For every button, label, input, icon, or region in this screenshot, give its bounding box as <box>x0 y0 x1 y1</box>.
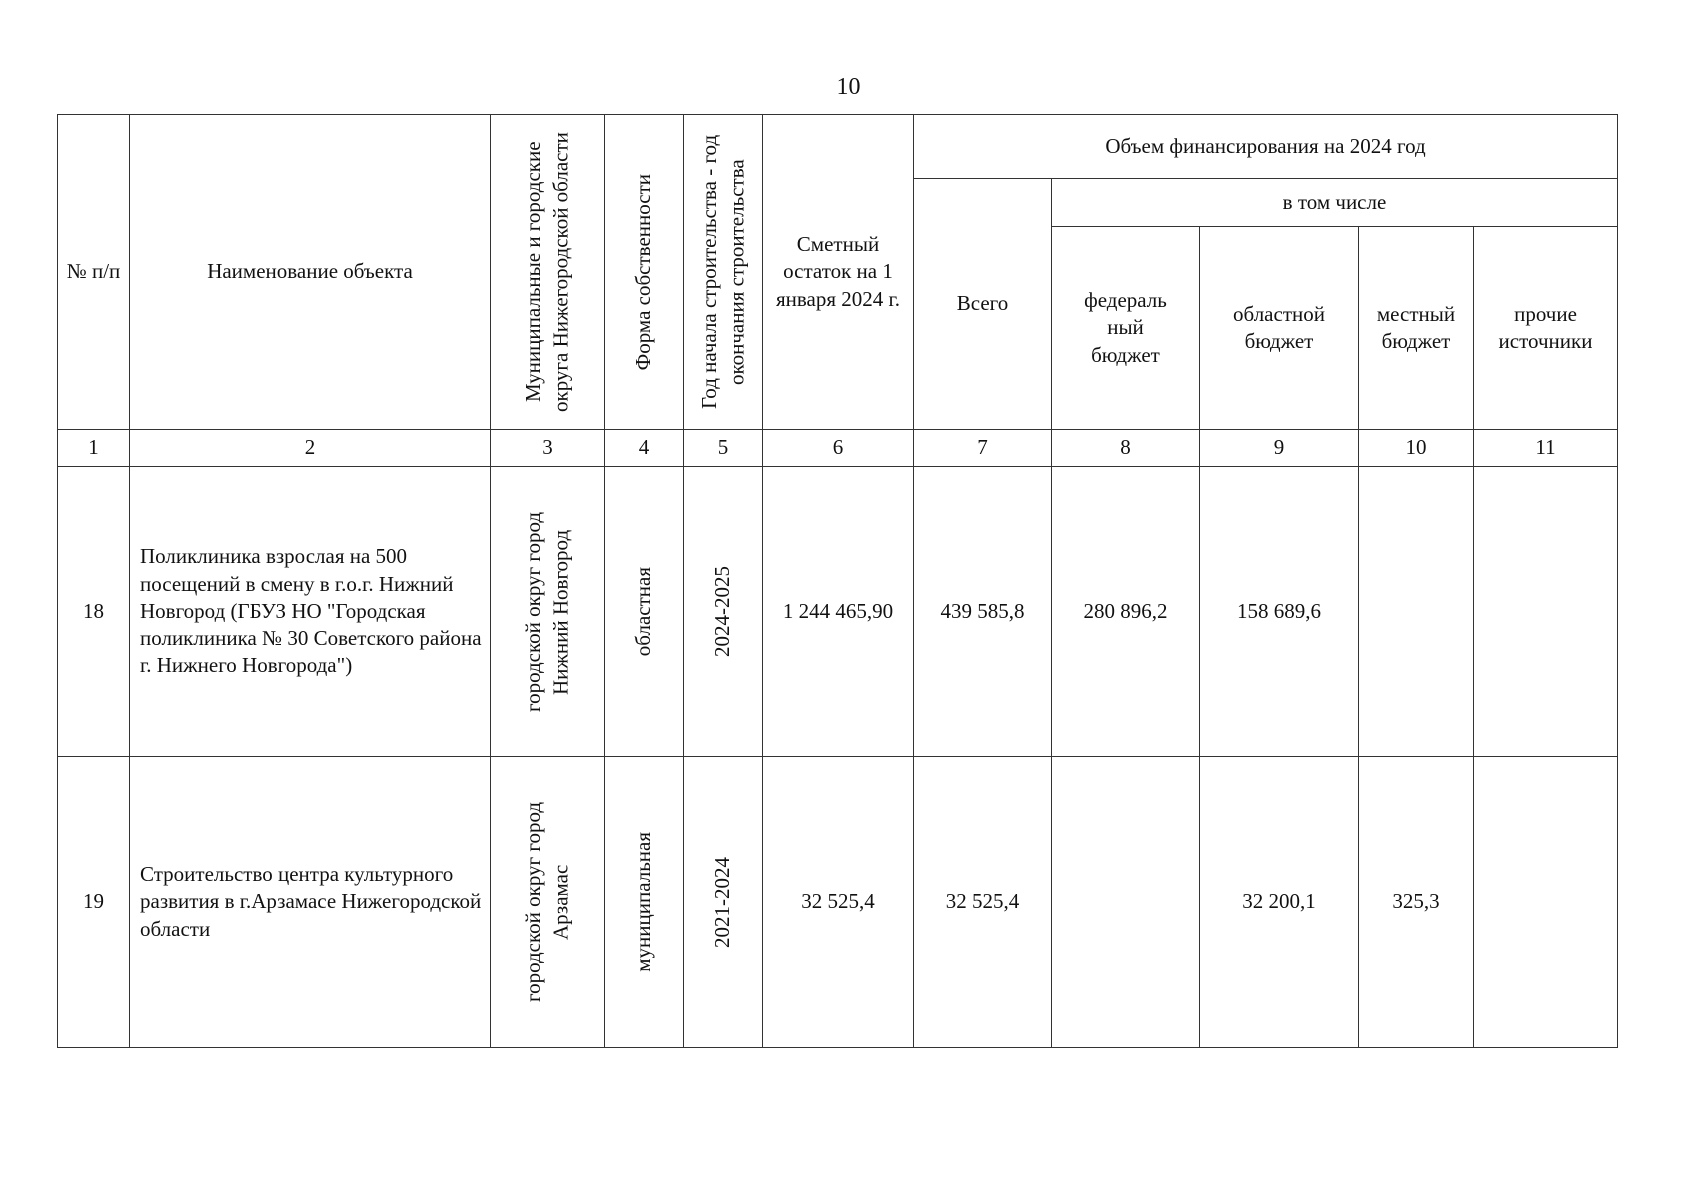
row-ownership: областная <box>605 467 684 757</box>
row-regional: 158 689,6 <box>1200 467 1359 757</box>
row-num: 18 <box>58 467 130 757</box>
header-including: в том числе <box>1052 179 1618 227</box>
header-num: № п/п <box>58 115 130 430</box>
row-local <box>1359 467 1474 757</box>
column-number: 2 <box>130 430 491 467</box>
column-number: 6 <box>763 430 914 467</box>
header-estimate: Сметный остаток на 1 января 2024 г. <box>763 115 914 430</box>
header-other: прочие источники <box>1474 227 1618 430</box>
row-estimate: 1 244 465,90 <box>763 467 914 757</box>
column-number: 8 <box>1052 430 1200 467</box>
header-regional: областной бюджет <box>1200 227 1359 430</box>
header-ownership: Форма собственности <box>605 115 684 430</box>
table-row <box>58 467 1618 757</box>
column-number: 5 <box>684 430 763 467</box>
row-num: 19 <box>58 757 130 1048</box>
row-federal: 280 896,2 <box>1052 467 1200 757</box>
row-other <box>1474 757 1618 1048</box>
row-years: 2021-2024 <box>684 757 763 1048</box>
row-federal <box>1052 757 1200 1048</box>
column-number: 9 <box>1200 430 1359 467</box>
header-name: Наименование объекта <box>130 115 491 430</box>
column-number: 4 <box>605 430 684 467</box>
header-total: Всего <box>914 179 1052 430</box>
row-local: 325,3 <box>1359 757 1474 1048</box>
row-regional: 32 200,1 <box>1200 757 1359 1048</box>
row-other <box>1474 467 1618 757</box>
header-municipality: Муниципальные и городские округа Нижегородской области <box>491 115 605 430</box>
column-number: 11 <box>1474 430 1618 467</box>
column-number-row <box>58 430 1618 467</box>
row-name: Строительство центра культурного развития в г.Арзамасе Нижегородской области <box>130 757 491 1048</box>
header-row-1 <box>58 115 1618 179</box>
header-years: Год начала строительства - год окончания строительства <box>684 115 763 430</box>
table-row <box>58 757 1618 1048</box>
column-number: 3 <box>491 430 605 467</box>
row-name: Поликлиника взрослая на 500 посещений в смену в г.о.г. Нижний Новгород (ГБУЗ НО "Городская поликлиника № 30 Советского района г. Нижнего Новгорода") <box>130 467 491 757</box>
header-funding: Объем финансирования на 2024 год <box>914 115 1618 179</box>
row-municipality: городской округ город Арзамас <box>491 757 605 1048</box>
row-total: 439 585,8 <box>914 467 1052 757</box>
row-total: 32 525,4 <box>914 757 1052 1048</box>
page-number: 10 <box>836 74 861 100</box>
header-federal: федераль ный бюджет <box>1052 227 1200 430</box>
column-number: 10 <box>1359 430 1474 467</box>
column-number: 1 <box>58 430 130 467</box>
row-municipality: городской округ город Нижний Новгород <box>491 467 605 757</box>
financing-table <box>57 114 1618 1048</box>
column-number: 7 <box>914 430 1052 467</box>
row-years: 2024-2025 <box>684 467 763 757</box>
header-local: местный бюджет <box>1359 227 1474 430</box>
row-estimate: 32 525,4 <box>763 757 914 1048</box>
row-ownership: муниципальная <box>605 757 684 1048</box>
